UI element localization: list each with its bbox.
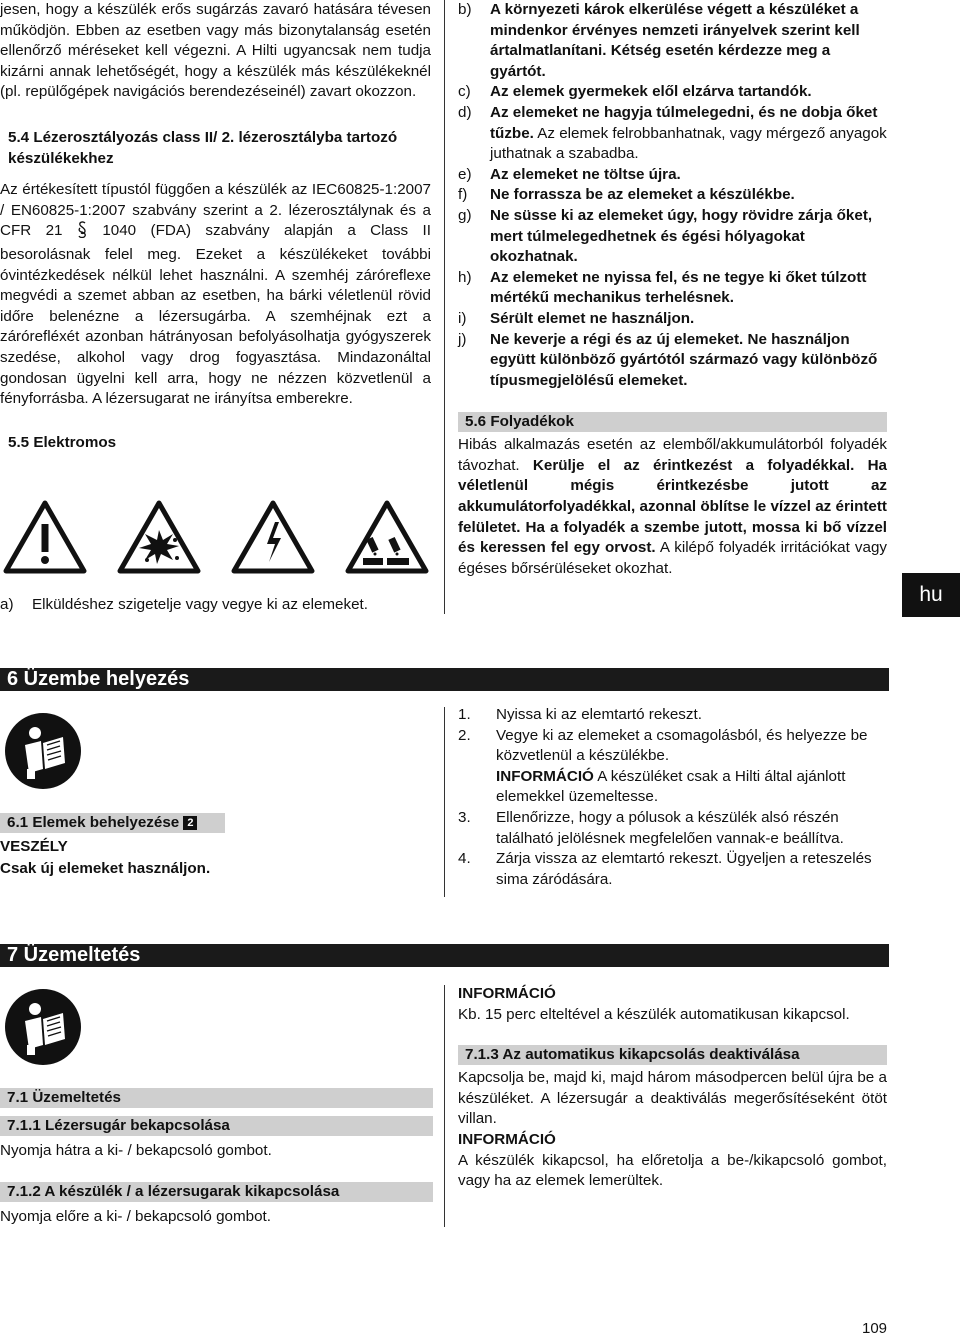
section-7-1-2-title: 7.1.2 A készülék / a lézersugarak kikapcsolása (0, 1182, 433, 1202)
danger-block (0, 837, 430, 879)
section-6-steps (458, 705, 887, 890)
list-marker: d) (458, 103, 472, 121)
step-number: 3. (458, 808, 471, 826)
figure-reference: 2 (183, 816, 197, 830)
list-item (458, 82, 887, 103)
s56-bold: Kerülje el az érintkezést a folyadékkal. Ha véletlenül mégis érintkezésbe jutott az akkumulátorfolyadékkal, azonnal öblítse le vízzel az érintett felületet. Ha a folyadék a szembe jutott, mossa ki bő vízzel és keressen fel egy orvost. (458, 456, 887, 557)
info-text: Kb. 15 perc elteltével a készülék automatikusan kikapcsol. (458, 1005, 850, 1023)
list-item-bold-text: Sérült elemet ne használjon. (490, 309, 695, 327)
section-7-1-3-title: 7.1.3 Az automatikus kikapcsolás deaktiválása (458, 1045, 887, 1065)
danger-label: VESZÉLY (0, 838, 68, 855)
list-marker: f) (458, 186, 468, 204)
section-6-heading: 6 Üzembe helyezés (0, 668, 889, 691)
step-text: Zárja vissza az elemtartó rekeszt. Ügyeljen a reteszelés sima záródására. (496, 850, 872, 888)
left-column-top (0, 0, 431, 453)
electric-hazard-icon (231, 500, 315, 574)
step-info (458, 767, 887, 808)
info-label: INFORMÁCIÓ (458, 985, 556, 1002)
list-marker: j) (458, 330, 467, 348)
section-5-4-text-part1: Az értékesített típustól függően a készülék az IEC60825-1:2007 / EN60825-1:2007 szabvány szerint a 2. lézerosztálynak és a CFR 21 (0, 181, 431, 240)
list-item (458, 185, 887, 206)
list-item-bold-text: A környezeti károk elkerülése végett a készüléket a mindenkor érvényes nemzeti irányelvek szerint kell ártalmatlanítani. Kétség esetén kérdezze meg a gyártót. (490, 1, 860, 80)
list-item-bold-text: Az elemeket ne hagyja túlmelegedni, és ne dobja őket tűzbe. (490, 103, 878, 142)
right-column-top (458, 0, 887, 579)
list-item-bold-text: Ne süsse ki az elemeket úgy, hogy rövidre zárja őket, mert túlmelegedhetnek és égési hólyagokat okozhatnak. (490, 206, 873, 266)
step-item (458, 705, 887, 726)
list-item (458, 268, 887, 309)
section-7-right (458, 984, 887, 1192)
list-marker: c) (458, 83, 471, 101)
column-divider (444, 0, 445, 614)
list-marker: i) (458, 309, 467, 327)
list-item (458, 0, 887, 82)
column-divider (444, 707, 445, 897)
intro-paragraph: jesen, hogy a készülék erős sugárzás zavaró hatására tévesen működjön. Ebben az esetben vagy más bizonytalanság esetén ellenőrző méréseket kell végezni. A Hilti ugyancsak nem tudja kizárni annak lehetőségét, hogy a készülék más készülékeknél (pl. repülőgépek navigációs berendezéseinél) zavart okozzon. (0, 1, 431, 101)
list-item-a (0, 595, 452, 616)
section-7-1-1-title: 7.1.1 Lézersugár bekapcsolása (0, 1116, 433, 1136)
list-item (458, 330, 887, 392)
section-6-1-label: 6.1 Elemek behelyezése (7, 814, 180, 831)
section-5-6-title: 5.6 Folyadékok (458, 412, 887, 432)
section-5-4-text (0, 180, 431, 410)
step-number: 1. (458, 706, 471, 723)
list-item (458, 103, 887, 165)
section-sign-icon (77, 221, 88, 245)
list-marker: h) (458, 268, 472, 286)
corrosive-warning-icon (345, 500, 429, 574)
step-number: 2. (458, 726, 471, 744)
list-item-text: Az elemek felrobbanhatnak, vagy mérgező anyagok juthatnak a szabadba. (490, 124, 887, 163)
s56-normal-2: A kilépő folyadék irritációkat vagy égéses bőrsérüléseket okozhat. (458, 539, 887, 577)
read-manual-icon (3, 711, 83, 791)
column-divider (444, 985, 445, 1227)
language-tab: hu (902, 573, 960, 617)
section-5-4-title: 5.4 Lézerosztályozás class II/ 2. lézerosztályba tartozó készülékekhez (8, 128, 398, 167)
info-label: INFORMÁCIÓ (496, 767, 594, 785)
list-marker: b) (458, 1, 472, 18)
list-item (458, 206, 887, 268)
list-item-bold-text: Az elemeket ne töltse újra. (490, 165, 681, 183)
list-marker: g) (458, 206, 472, 224)
section-5-5-title: 5.5 Elektromos (8, 433, 117, 451)
info-label: INFORMÁCIÓ (458, 1130, 556, 1148)
list-item-text: Elküldéshez szigetelje vagy vegye ki az elemeket. (32, 596, 368, 613)
warning-icon-row (3, 500, 433, 574)
section-6-1-title (0, 813, 225, 833)
list-item-bold-text: Ne keverje a régi és az új elemeket. Ne használjon együtt különböző gyártótól származó vagy különböző típusmegjelölésű elemeket. (490, 330, 878, 389)
battery-safety-list (458, 0, 887, 391)
s56-normal-1: Hibás alkalmazás esetén az elemből/akkumulátorból folyadék távozhat. (458, 436, 887, 474)
section-7-1-1-text: Nyomja hátra a ki- / bekapcsoló gombot. (0, 1142, 272, 1159)
step-item (458, 849, 887, 890)
page-number: 109 (862, 1320, 888, 1337)
section-5-6-text (458, 435, 887, 579)
explosion-warning-icon (117, 500, 201, 574)
general-warning-icon (3, 500, 87, 574)
list-marker: a) (0, 596, 14, 613)
danger-text: Csak új elemeket használjon. (0, 859, 211, 877)
step-text: Nyissa ki az elemtartó rekeszt. (496, 706, 702, 723)
list-item-bold-text: Az elemek gyermekek elől elzárva tartandók. (490, 83, 812, 101)
section-7-1-title: 7.1 Üzemeltetés (0, 1088, 433, 1108)
step-item (458, 726, 887, 767)
info-text: A készülék kikapcsol, ha előretolja a be-/kikapcsoló gombot, vagy ha az elemek lemerültek. (458, 1151, 887, 1190)
list-item (458, 165, 887, 186)
list-item-bold-text: Ne forrassza be az elemeket a készülékbe. (490, 186, 795, 204)
step-number: 4. (458, 850, 471, 868)
read-manual-icon (3, 987, 83, 1067)
list-marker: e) (458, 165, 472, 183)
step-text: Ellenőrizze, hogy a pólusok a készülék alsó részén található jelölésnek megfelelően vannak-e beállítva. (496, 808, 844, 847)
step-text: Vegye ki az elemeket a csomagolásból, és helyezze be közvetlenül a készülékbe. (496, 726, 868, 765)
list-item-bold-text: Az elemeket ne nyissa fel, és ne tegye ki őket túlzott mértékű mechanikus terhelésnek. (490, 268, 867, 307)
section-7-heading: 7 Üzemeltetés (0, 944, 889, 967)
section-7-1-2-text: Nyomja előre a ki- / bekapcsoló gombot. (0, 1208, 271, 1225)
info-text: A készüléket csak a Hilti által ajánlott elemekkel üzemeltesse. (496, 767, 846, 806)
section-5-4-text-part2: 1040 (FDA) szabvány alapján a Class II besorolásnak felel meg. Ezeket a készülékeket további óvintézkedések nélkül lehet használni. A szemhéj záróreflexe megvédi a szemet abban az esetben, ha bárki véletlenül rövid időre belenézne a lézersugárba. A szemhéjnak ezt a zárórefléxét azonban hátrányosan befolyásolhatja gyógyszerek szedése, alkohol vagy drog fogyasztása. Mindazonáltal gondosan ügyelni kell arra, hogy ne nézzen közvetlenül a fényforrásba. A lézersugarat ne irányítsa emberekre. (0, 222, 431, 408)
list-item (458, 309, 887, 330)
step-item (458, 808, 887, 849)
section-7-1-3-text: Kapcsolja be, majd ki, majd három másodpercen belül újra be a készüléket. A lézersugár a deaktiválás megerősítéseként ötöt villan. (458, 1069, 887, 1128)
